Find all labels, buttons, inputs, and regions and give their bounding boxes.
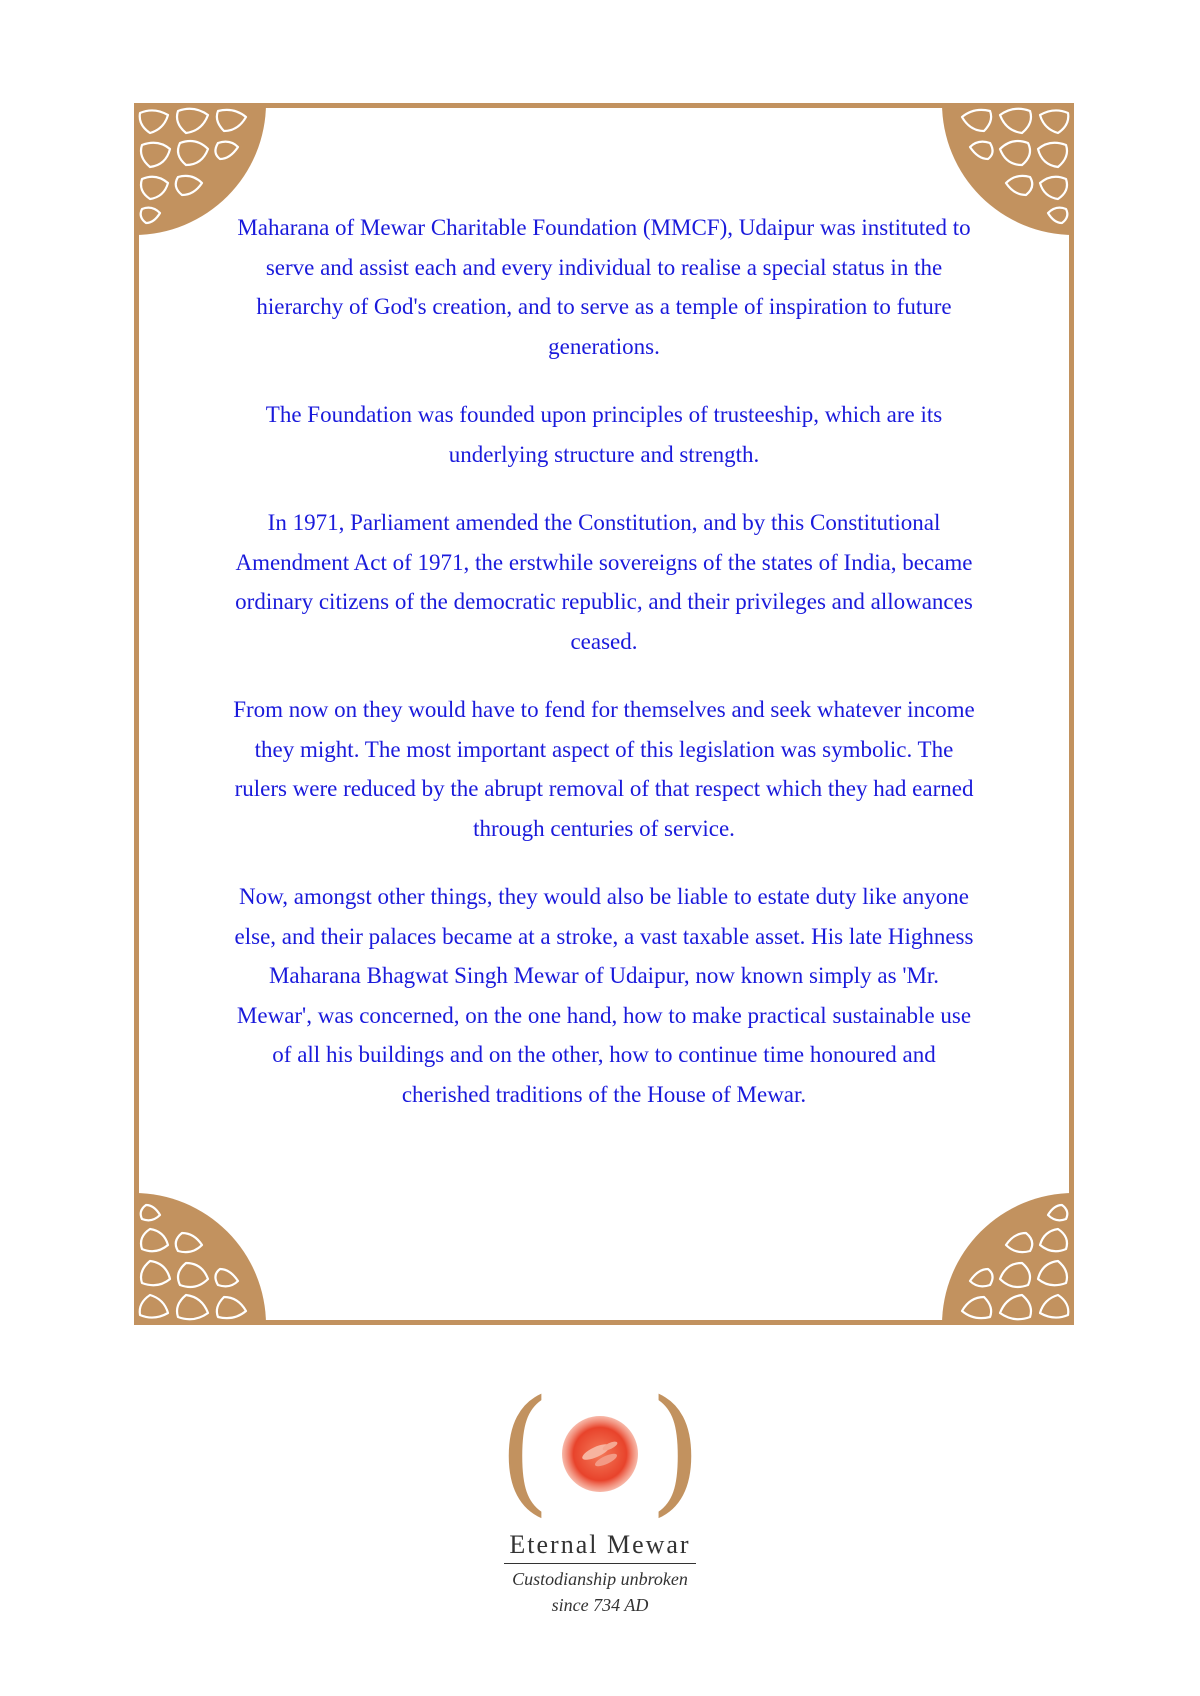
brand-tagline: Custodianship unbroken <box>512 1569 688 1589</box>
corner-ornament-icon <box>134 1193 266 1325</box>
foundation-text <box>229 208 979 1143</box>
right-bracket-icon: ) <box>648 1372 702 1530</box>
sun-emblem-icon <box>560 1414 640 1494</box>
paragraph-legislation-impact: From now on they would have to fend for themselves and seek whatever income they might. The most important aspect of this legislation was symbolic. The rulers were reduced by the abrupt removal of that respect which they had earned through centuries of service. <box>233 697 975 841</box>
brand-since: since 734 AD <box>551 1595 649 1615</box>
paragraph-mmcf-intro: Maharana of Mewar Charitable Foundation (MMCF), Udaipur was instituted to serve and assist each and every individual to realise a special status in the hierarchy of God's creation, and to serve as a temple of inspiration to future generations. <box>237 215 971 359</box>
paragraph-estate-duty: Now, amongst other things, they would also be liable to estate duty like anyone else, and their palaces became at a stroke, a vast taxable asset. His late Highness Maharana Bhagwat Singh Mewar of Udaipur, now known simply as 'Mr. Mewar', was concerned, on the one hand, how to make practical sustainable use of all his buildings and on the other, how to continue time honoured and cherished traditions of the House of Mewar. <box>234 884 974 1107</box>
brand-name: Eternal Mewar <box>504 1530 696 1564</box>
paragraph-1971-amendment: In 1971, Parliament amended the Constitution, and by this Constitutional Amendment Act of 1971, the erstwhile sovereigns of the states of India, became ordinary citizens of the democratic republic, and their privileges and allowances ceased. <box>235 510 973 654</box>
corner-ornament-icon <box>942 1193 1074 1325</box>
eternal-mewar-logo <box>480 1372 720 1616</box>
logo-emblem <box>480 1372 720 1530</box>
left-bracket-icon: ( <box>498 1372 552 1530</box>
ornamental-frame <box>134 103 1074 1325</box>
paragraph-trusteeship: The Foundation was founded upon principles of trusteeship, which are its underlying structure and strength. <box>265 402 943 467</box>
